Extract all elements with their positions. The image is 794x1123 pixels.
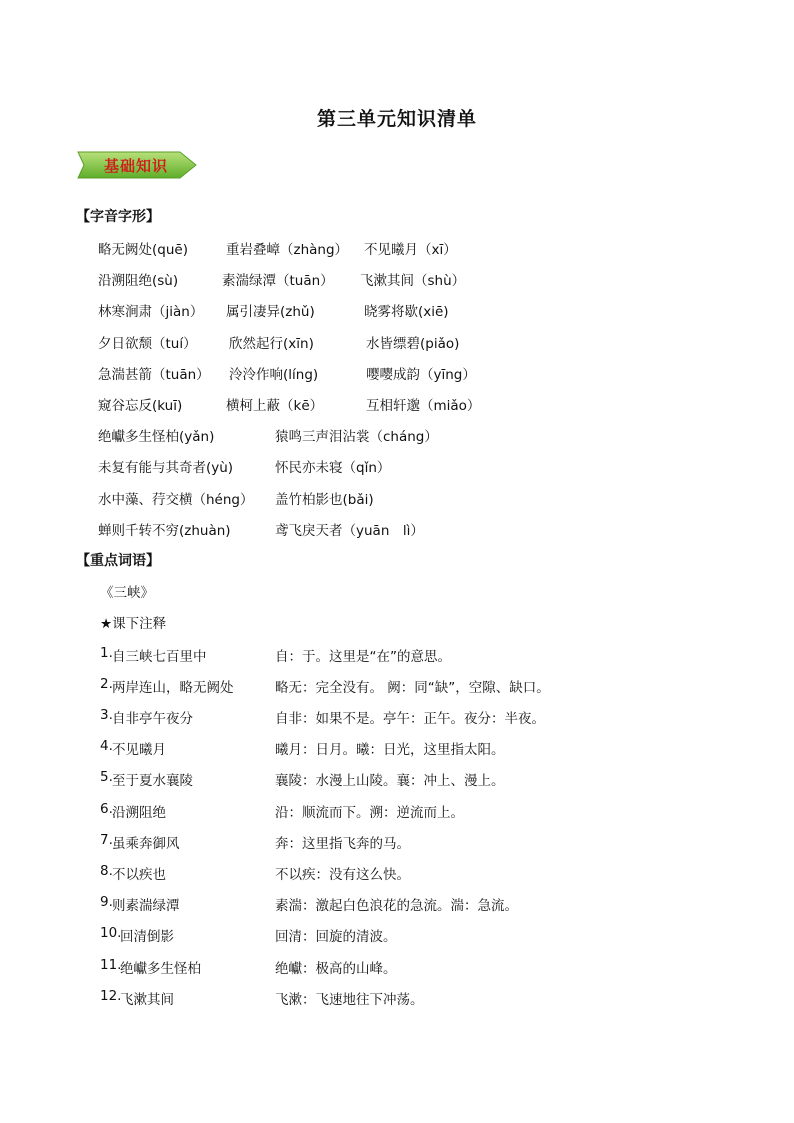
zi-item: 属引凄异(zhǔ)	[226, 304, 315, 320]
note-gloss: 曦月：日月。曦：日光，这里指太阳。	[275, 742, 505, 758]
zi-item: 晓雾将歇(xiē)	[364, 304, 449, 320]
zi-item: 鸢飞戾天者（yuān lì）	[275, 523, 424, 539]
note-phrase: 自非亭午夜分	[112, 711, 193, 727]
banner-label: 基础知识	[104, 157, 169, 175]
note-number: 5.	[100, 769, 113, 785]
zi-item: 横柯上蔽（kē）	[226, 398, 324, 414]
zi-item: 水中藻、荇交横（héng）	[98, 492, 254, 508]
zi-item: 嘤嘤成韵（yīng）	[366, 367, 476, 383]
zi-item: 猿鸣三声泪沾裳（cháng）	[275, 429, 438, 445]
note-number: 12.	[100, 988, 122, 1004]
zi-item: 重岩叠嶂（zhàng）	[226, 242, 349, 258]
note-number: 7.	[100, 832, 113, 848]
zi-item: 不见曦月（xī）	[364, 242, 457, 258]
note-phrase: 绝巘多生怪柏	[120, 961, 201, 977]
zi-item: 怀民亦未寝（qǐn）	[275, 460, 391, 476]
note-number: 2.	[100, 676, 113, 692]
note-number: 8.	[100, 863, 113, 879]
note-gloss: 自非：如果不是。亭午：正午。夜分：半夜。	[275, 711, 545, 727]
note-phrase: 回清倒影	[120, 929, 174, 945]
notes-heading: ★课下注释	[100, 616, 167, 632]
note-phrase: 不以疾也	[112, 867, 166, 883]
section-heading-zi: 【字音字形】	[76, 209, 160, 225]
note-phrase: 两岸连山，略无阙处	[112, 680, 234, 696]
note-phrase: 则素湍绿潭	[112, 898, 180, 914]
note-gloss: 襄陵：水漫上山陵。襄：冲上、漫上。	[275, 773, 505, 789]
note-gloss: 奔：这里指飞奔的马。	[275, 836, 410, 852]
section-heading-ci: 【重点词语】	[76, 553, 160, 569]
zi-item: 绝巘多生怪柏(yǎn)	[98, 429, 215, 445]
note-gloss: 沿：顺流而下。溯：逆流而上。	[275, 805, 464, 821]
zi-item: 泠泠作响(líng)	[229, 367, 319, 383]
note-number: 3.	[100, 707, 113, 723]
page-title: 第三单元知识清单	[316, 108, 477, 130]
zi-item: 蝉则千转不穷(zhuàn)	[98, 523, 231, 539]
note-number: 9.	[100, 894, 113, 910]
zi-item: 林寒涧肃（jiàn）	[98, 304, 204, 320]
note-phrase: 不见曦月	[112, 742, 166, 758]
note-gloss: 自：于。这里是“在”的意思。	[275, 649, 451, 665]
note-number: 6.	[100, 801, 113, 817]
note-number: 1.	[100, 645, 113, 661]
note-number: 4.	[100, 738, 113, 754]
note-gloss: 绝巘：极高的山峰。	[275, 961, 397, 977]
note-gloss: 飞漱：飞速地往下冲荡。	[275, 992, 424, 1008]
note-number: 11.	[100, 957, 122, 973]
note-gloss: 不以疾：没有这么快。	[275, 867, 410, 883]
zi-item: 略无阙处(quē)	[98, 242, 188, 258]
zi-item: 素湍绿潭（tuān）	[222, 273, 334, 289]
zi-item: 未复有能与其奇者(yù)	[98, 460, 234, 476]
zi-item: 盖竹柏影也(bǎi)	[275, 492, 374, 508]
note-gloss: 回清：回旋的清波。	[275, 929, 397, 945]
zi-item: 互相轩邈（miǎo）	[366, 398, 481, 414]
zi-item: 窥谷忘反(kuī)	[98, 398, 183, 414]
note-phrase: 沿溯阻绝	[112, 805, 166, 821]
note-phrase: 至于夏水襄陵	[112, 773, 193, 789]
note-phrase: 飞漱其间	[120, 992, 174, 1008]
zi-item: 急湍甚箭（tuān）	[98, 367, 210, 383]
note-number: 10.	[100, 925, 122, 941]
zi-item: 欣然起行(xīn)	[229, 336, 314, 352]
zi-item: 夕日欲颓（tuí）	[98, 336, 197, 352]
section-banner	[76, 148, 198, 182]
zi-item: 沿溯阻绝(sù)	[98, 273, 179, 289]
note-phrase: 自三峡七百里中	[112, 649, 207, 665]
note-gloss: 略无：完全没有。 阙：同“缺”，空隙、缺口。	[275, 680, 550, 696]
note-gloss: 素湍：激起白色浪花的急流。湍：急流。	[275, 898, 518, 914]
note-phrase: 虽乘奔御风	[112, 836, 180, 852]
zi-item: 飞漱其间（shù）	[360, 273, 466, 289]
zi-item: 水皆缥碧(piǎo)	[366, 336, 460, 352]
lesson-title: 《三峡》	[100, 585, 154, 601]
